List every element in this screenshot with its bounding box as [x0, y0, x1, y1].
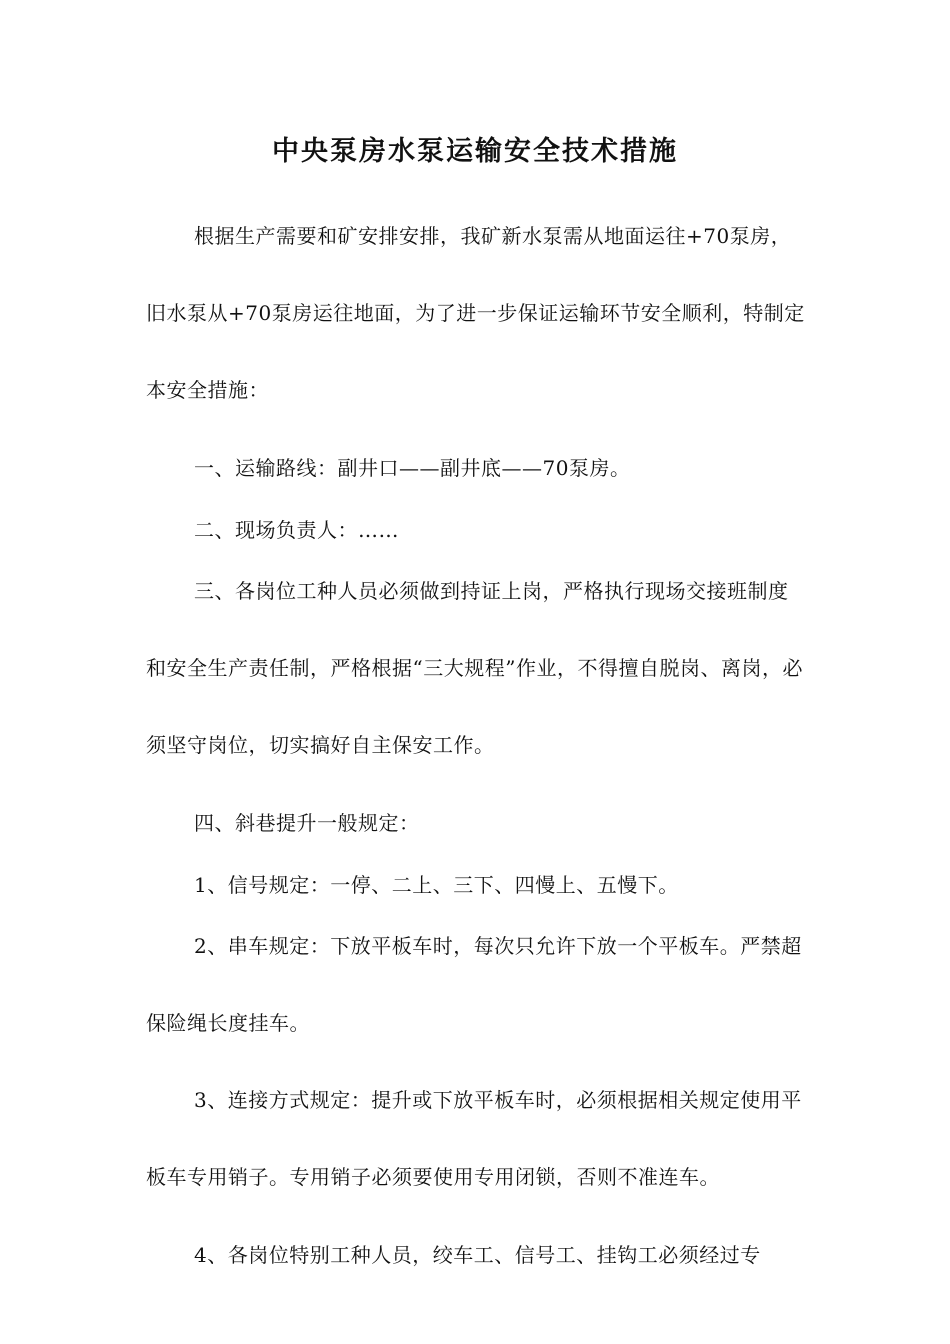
- document-body: [146, 198, 806, 1277]
- paragraph-intro: 根据生产需要和矿安排安排，我矿新水泵需从地面运往+70泵房，旧水泵从+70泵房运往地面，为了进一步保证运输环节安全顺利，特制定本安全措施：: [146, 224, 805, 402]
- paragraph-hoisting-rules: 四、斜巷提升一般规定：: [194, 811, 420, 835]
- paragraph-route: 一、运输路线：副井口——副井底——70泵房。: [194, 456, 631, 480]
- paragraph-supervisor: 二、现场负责人：……: [194, 518, 399, 542]
- paragraph-coupling-rules: 2、串车规定：下放平板车时，每次只允许下放一个平板车。严禁超保险绳长度挂车。: [146, 934, 802, 1035]
- paragraph-connection-rules: 3、连接方式规定：提升或下放平板车时，必须根据相关规定使用平板车专用销子。专用销子必须要使用专用闭锁，否则不准连车。: [146, 1088, 802, 1189]
- document-title: 中央泵房水泵运输安全技术措施: [272, 136, 678, 167]
- paragraph-staff-rules: 三、各岗位工种人员必须做到持证上岗，严格执行现场交接班制度和安全生产责任制，严格根据“三大规程”作业，不得擅自脱岗、离岗，必须坚守岗位，切实搞好自主保安工作。: [146, 579, 803, 757]
- paragraph-signal-rules: 1、信号规定：一停、二上、三下、四慢上、五慢下。: [194, 873, 679, 897]
- paragraph-personnel-rules: 4、各岗位特别工种人员，绞车工、信号工、挂钩工必须经过专: [194, 1243, 761, 1267]
